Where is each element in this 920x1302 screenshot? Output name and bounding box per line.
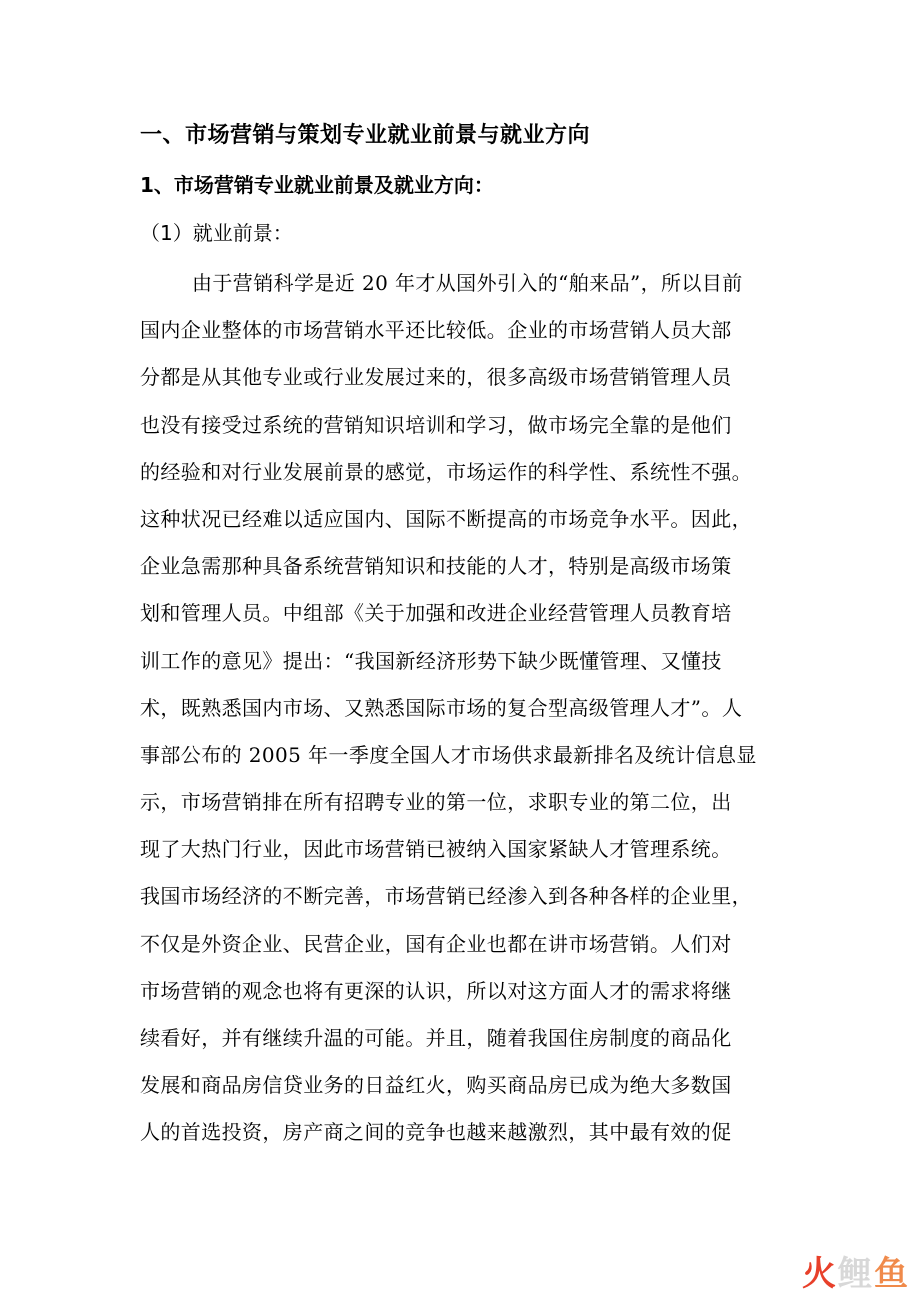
- body-line: 现了大热门行业，因此市场营销已被纳入国家紧缺人才管理系统。: [140, 837, 732, 862]
- body-line: 示，市场营销排在所有招聘专业的第一位，求职专业的第二位，出: [140, 790, 732, 815]
- body-line: 事部公布的 2005 年一季度全国人才市场供求最新排名及统计信息显: [140, 742, 757, 767]
- body-line: 术，既熟悉国内市场、又熟悉国际市场的复合型高级管理人才”。人: [140, 695, 743, 720]
- watermark-logo: [802, 1254, 908, 1294]
- sub-heading: 1、市场营销专业就业前景及就业方向：: [140, 173, 494, 197]
- body-line: 训工作的意见》提出：“我国新经济形势下缺少既懂管理、又懂技: [140, 648, 722, 673]
- watermark-char: 鱼: [874, 1254, 908, 1294]
- body-line: 我国市场经济的不断完善，市场营销已经渗入到各种各样的企业里，: [140, 884, 752, 909]
- body-line: 国内企业整体的市场营销水平还比较低。企业的市场营销人员大部: [140, 318, 732, 343]
- body-line: 不仅是外资企业、民营企业，国有企业也都在讲市场营销。人们对: [140, 931, 732, 956]
- body-line: 也没有接受过系统的营销知识培训和学习，做市场完全靠的是他们: [140, 412, 732, 437]
- body-line: 人的首选投资，房产商之间的竞争也越来越激烈，其中最有效的促: [140, 1120, 732, 1145]
- body-line: 划和管理人员。中组部《关于加强和改进企业经营管理人员教育培: [140, 601, 732, 626]
- body-line: 企业急需那种具备系统营销知识和技能的人才，特别是高级市场策: [140, 554, 732, 579]
- watermark-char: 火: [802, 1254, 836, 1294]
- body-line: 续看好，并有继续升温的可能。并且，随着我国住房制度的商品化: [140, 1026, 732, 1050]
- body-paragraph: [140, 260, 780, 1157]
- section-heading: （1）就业前景：: [140, 221, 293, 245]
- body-line: 的经验和对行业发展前景的感觉，市场运作的科学性、系统性不强。: [140, 459, 752, 484]
- body-line: 这种状况已经难以适应国内、国际不断提高的市场竞争水平。因此，: [140, 506, 752, 531]
- watermark-char: 鲤: [838, 1254, 872, 1294]
- body-line: 市场营销的观念也将有更深的认识，所以对这方面人才的需求将继: [140, 978, 732, 1003]
- body-line: 分都是从其他专业或行业发展过来的，很多高级市场营销管理人员: [140, 365, 732, 390]
- main-heading: 一、市场营销与策划专业就业前景与就业方向: [140, 123, 591, 148]
- body-line: 由于营销科学是近 20 年才从国外引入的“舶来品”，所以目前: [192, 271, 743, 295]
- body-line: 发展和商品房信贷业务的日益红火，购买商品房已成为绝大多数国: [140, 1073, 732, 1098]
